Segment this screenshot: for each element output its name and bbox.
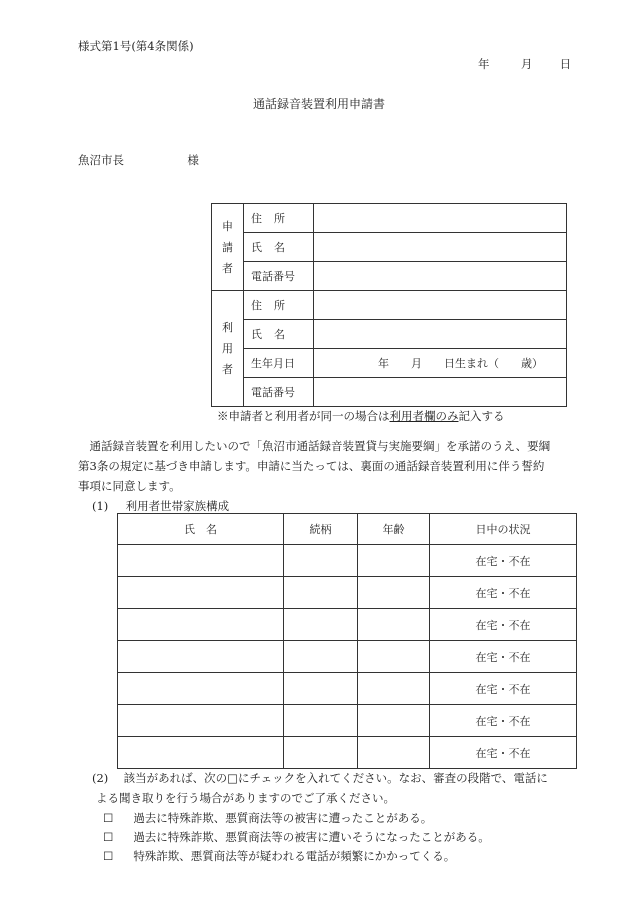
date-day: 日	[559, 57, 572, 71]
user-phone-label: 電話番号	[244, 378, 314, 407]
status-cell[interactable]: 在宅・不在	[430, 705, 577, 737]
addressee-name: 魚沼市長	[78, 153, 124, 167]
applicant-name-field[interactable]	[314, 233, 567, 262]
checklist-item: ☐ 過去に特殊詐欺、悪質商法等の被害に遭いそうになったことがある。	[103, 830, 490, 844]
note-emphasis: 利用者欄のみ	[389, 409, 459, 423]
addressee-honorific: 様	[187, 153, 199, 167]
checklist-item: ☐ 過去に特殊詐欺、悪質商法等の被害に遭ったことがある。	[103, 811, 433, 825]
status-cell[interactable]: 在宅・不在	[430, 673, 577, 705]
applicant-name-label: 氏名	[244, 233, 314, 262]
date-year: 年	[478, 57, 490, 71]
applicant-group-label: 申 請 者	[212, 204, 244, 291]
applicant-address-label: 住所	[244, 204, 314, 233]
status-cell[interactable]: 在宅・不在	[430, 641, 577, 673]
page-title: 通話録音装置利用申請書	[253, 97, 386, 111]
addressee	[78, 152, 199, 168]
checkbox-icon[interactable]: ☐	[103, 849, 114, 863]
table-row	[118, 545, 577, 577]
user-address-label: 住所	[244, 291, 314, 320]
table-row	[118, 705, 577, 737]
checkbox-icon[interactable]: ☐	[103, 811, 114, 825]
user-birthdate-label: 生年月日	[244, 349, 314, 378]
form-number: 様式第1号(第4条関係)	[78, 39, 194, 53]
section-2-line-2: よる聞き取りを行う場合がありますのでご了承ください。	[96, 791, 395, 805]
declaration-line-3: 事項に同意します。	[78, 479, 181, 493]
family-header-name: 氏 名	[118, 514, 284, 545]
family-header-relation: 続柄	[284, 514, 358, 545]
table-row	[118, 737, 577, 769]
declaration-line-2: 第3条の規定に基づき申請します。申請に当たっては、裏面の通話録音装置利用に伴う誓約	[78, 459, 545, 473]
section-2-line-1: (2) 該当があれば、次の□にチェックを入れてください。なお、審査の段階で、電話に	[92, 771, 548, 785]
user-address-field[interactable]	[314, 291, 567, 320]
applicant-phone-field[interactable]	[314, 262, 567, 291]
table-row	[118, 641, 577, 673]
status-cell[interactable]: 在宅・不在	[430, 577, 577, 609]
declaration-line-1: 通話録音装置を利用したいので「魚沼市通話録音装置貸与実施要綱」を承諾のうえ、要綱	[78, 439, 551, 453]
status-cell[interactable]: 在宅・不在	[430, 609, 577, 641]
checkbox-icon[interactable]: ☐	[103, 830, 114, 844]
user-birthdate-field[interactable]: 年 月 日生まれ（ 歳）	[314, 349, 567, 378]
user-group-label: 利 用 者	[212, 291, 244, 407]
applicant-phone-label: 電話番号	[244, 262, 314, 291]
family-header-age: 年齢	[358, 514, 430, 545]
family-table	[117, 513, 577, 769]
same-person-note: ※申請者と利用者が同一の場合は利用者欄のみ記入する	[217, 409, 505, 423]
table-row	[118, 577, 577, 609]
date-line	[478, 56, 571, 72]
applicant-address-field[interactable]	[314, 204, 567, 233]
applicant-table	[211, 203, 567, 407]
user-phone-field[interactable]	[314, 378, 567, 407]
table-row	[118, 609, 577, 641]
status-cell[interactable]: 在宅・不在	[430, 545, 577, 577]
status-cell[interactable]: 在宅・不在	[430, 737, 577, 769]
section-1-heading: (1) 利用者世帯家族構成	[92, 499, 230, 513]
family-header-status: 日中の状況	[430, 514, 577, 545]
user-name-field[interactable]	[314, 320, 567, 349]
date-month: 月	[520, 57, 533, 71]
user-name-label: 氏名	[244, 320, 314, 349]
checklist-item: ☐ 特殊詐欺、悪質商法等が疑われる電話が頻繁にかかってくる。	[103, 849, 456, 863]
table-row	[118, 673, 577, 705]
